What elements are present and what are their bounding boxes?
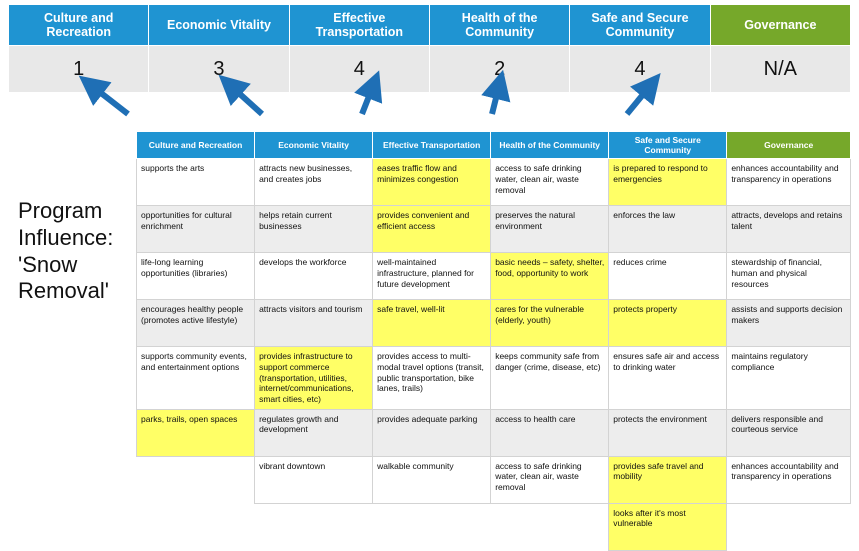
- matrix-cell: [255, 503, 373, 550]
- matrix-cell: [137, 503, 255, 550]
- matrix-cell: eases traffic flow and minimizes congestion: [373, 159, 491, 206]
- matrix-cell: ensures safe air and access to drinking water: [609, 347, 727, 409]
- arrow-health-of-the-community: [492, 86, 499, 114]
- scorecard-score-economic-vitality: 3: [149, 46, 289, 93]
- matrix-row: [137, 347, 851, 409]
- matrix-cell: well-maintained infrastructure, planned for future development: [373, 253, 491, 300]
- matrix-header-safe-and-secure-community: Safe and Secure Community: [609, 132, 727, 159]
- matrix-row: [137, 300, 851, 347]
- arrow-economic-vitality: [231, 86, 262, 114]
- arrow-group: [0, 78, 859, 136]
- scorecard-header-culture-and-recreation: Culture and Recreation: [9, 5, 149, 46]
- matrix-cell: preserves the natural environment: [491, 206, 609, 253]
- matrix-cell: access to safe drinking water, clean air, waste removal: [491, 159, 609, 206]
- arrow-safe-and-secure-community: [627, 86, 650, 114]
- matrix-cell: parks, trails, open spaces: [137, 409, 255, 456]
- matrix-cell: provides convenient and efficient access: [373, 206, 491, 253]
- matrix-cell: looks after it's most vulnerable: [609, 503, 727, 550]
- scorecard-score-culture-and-recreation: 1: [9, 46, 149, 93]
- scorecard-score-health-of-the-community: 2: [429, 46, 569, 93]
- scorecard-score-governance: N/A: [710, 46, 850, 93]
- matrix-header-culture-and-recreation: Culture and Recreation: [137, 132, 255, 159]
- scorecard-header-row: [9, 5, 851, 46]
- influence-matrix-table: [136, 131, 851, 551]
- matrix-cell: stewardship of financial, human and physical resources: [727, 253, 851, 300]
- matrix-cell: provides infrastructure to support commerce (transportation, utilities, internet/communications, smart cities, etc): [255, 347, 373, 409]
- matrix-cell: is prepared to respond to emergencies: [609, 159, 727, 206]
- matrix-cell: regulates growth and development: [255, 409, 373, 456]
- matrix-cell: keeps community safe from danger (crime, disease, etc): [491, 347, 609, 409]
- scorecard-score-safe-and-secure-community: 4: [570, 46, 710, 93]
- matrix-row: [137, 409, 851, 456]
- arrow-effective-transportation: [362, 86, 373, 114]
- matrix-cell: provides safe travel and mobility: [609, 456, 727, 503]
- matrix-header-health-of-the-community: Health of the Community: [491, 132, 609, 159]
- matrix-cell: [137, 456, 255, 503]
- matrix-header-effective-transportation: Effective Transportation: [373, 132, 491, 159]
- scorecard-header-health-of-the-community: Health of the Community: [429, 5, 569, 46]
- matrix-row: [137, 159, 851, 206]
- matrix-cell: delivers responsible and courteous service: [727, 409, 851, 456]
- program-influence-label: Program Influence: 'Snow Removal': [18, 198, 114, 304]
- matrix-cell: basic needs – safety, shelter, food, opportunity to work: [491, 253, 609, 300]
- matrix-cell: attracts, develops and retains talent: [727, 206, 851, 253]
- scorecard-header-governance: Governance: [710, 5, 850, 46]
- scorecard-header-effective-transportation: Effective Transportation: [289, 5, 429, 46]
- matrix-cell: provides access to multi-modal travel options (transit, public transportation, bike lanes, trails): [373, 347, 491, 409]
- matrix-cell: enhances accountability and transparency in operations: [727, 456, 851, 503]
- matrix-cell: enforces the law: [609, 206, 727, 253]
- matrix-cell: cares for the vulnerable (elderly, youth): [491, 300, 609, 347]
- matrix-row: [137, 503, 851, 550]
- matrix-cell: enhances accountability and transparency in operations: [727, 159, 851, 206]
- matrix-header-economic-vitality: Economic Vitality: [255, 132, 373, 159]
- scorecard-score-effective-transportation: 4: [289, 46, 429, 93]
- matrix-cell: walkable community: [373, 456, 491, 503]
- matrix-row: [137, 206, 851, 253]
- matrix-header-row: [137, 132, 851, 159]
- matrix-cell: protects the environment: [609, 409, 727, 456]
- matrix-cell: develops the workforce: [255, 253, 373, 300]
- matrix-cell: assists and supports decision makers: [727, 300, 851, 347]
- matrix-header-governance: Governance: [727, 132, 851, 159]
- matrix-body: [137, 159, 851, 550]
- matrix-cell: helps retain current businesses: [255, 206, 373, 253]
- scorecard-header-economic-vitality: Economic Vitality: [149, 5, 289, 46]
- matrix-row: [137, 253, 851, 300]
- arrow-culture-and-recreation: [92, 86, 128, 114]
- matrix-cell: protects property: [609, 300, 727, 347]
- scorecard-header-safe-and-secure-community: Safe and Secure Community: [570, 5, 710, 46]
- matrix-cell: opportunities for cultural enrichment: [137, 206, 255, 253]
- matrix-cell: access to safe drinking water, clean air, waste removal: [491, 456, 609, 503]
- matrix-cell: encourages healthy people (promotes active lifestyle): [137, 300, 255, 347]
- matrix-cell: life-long learning opportunities (libraries): [137, 253, 255, 300]
- matrix-cell: safe travel, well-lit: [373, 300, 491, 347]
- matrix-cell: [491, 503, 609, 550]
- matrix-cell: maintains regulatory compliance: [727, 347, 851, 409]
- matrix-cell: [373, 503, 491, 550]
- matrix-cell: supports community events, and entertainment options: [137, 347, 255, 409]
- matrix-cell: vibrant downtown: [255, 456, 373, 503]
- matrix-cell: attracts new businesses, and creates jobs: [255, 159, 373, 206]
- matrix-cell: supports the arts: [137, 159, 255, 206]
- matrix-row: [137, 456, 851, 503]
- matrix-cell: attracts visitors and tourism: [255, 300, 373, 347]
- matrix-cell: reduces crime: [609, 253, 727, 300]
- matrix-cell: [727, 503, 851, 550]
- matrix-cell: provides adequate parking: [373, 409, 491, 456]
- matrix-cell: access to health care: [491, 409, 609, 456]
